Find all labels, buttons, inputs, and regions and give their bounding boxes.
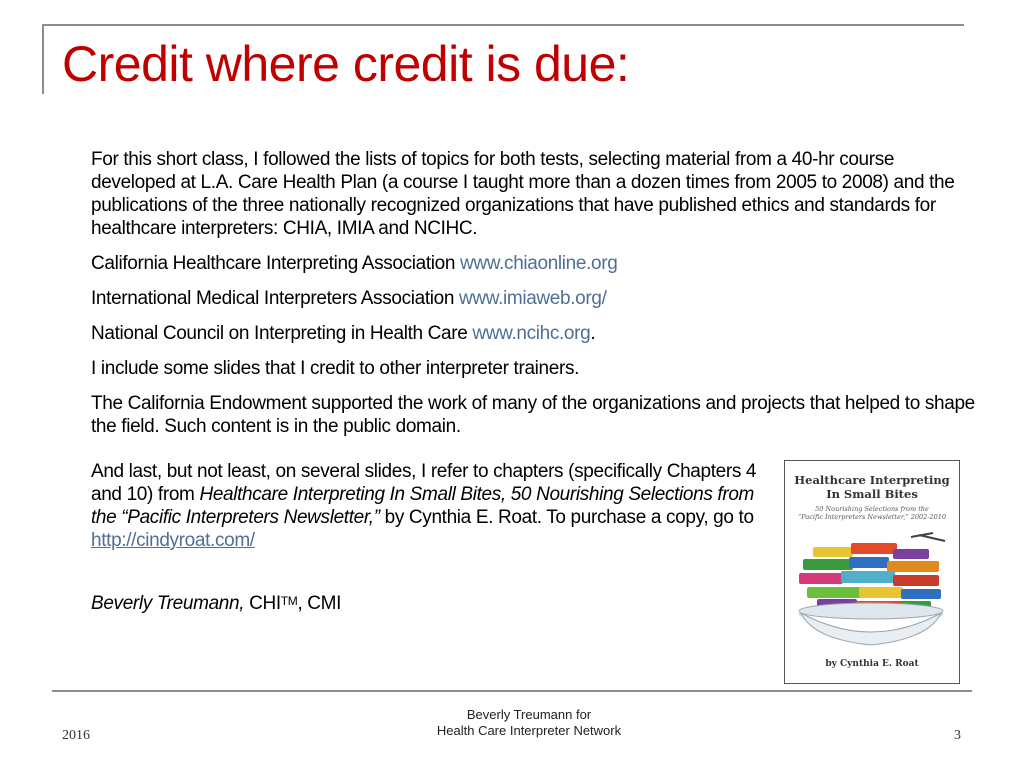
book-cover-image bbox=[784, 460, 960, 684]
cindyroat-link[interactable]: http://cindyroat.com/ bbox=[91, 530, 255, 551]
book-cover-title-line1: Healthcare Interpreting bbox=[794, 473, 950, 487]
book-cover-subtitle-line1: 50 Nourishing Selections from the bbox=[815, 505, 929, 513]
org-ncihc-after: . bbox=[590, 323, 596, 344]
org-imia bbox=[91, 287, 991, 310]
org-chia bbox=[91, 252, 991, 275]
book-cover-subtitle-line2: “Pacific Interpreters Newsletter,” 2002-2010 bbox=[797, 513, 946, 521]
book-cover-subtitle bbox=[785, 505, 959, 521]
book-cover-author: by Cynthia E. Roat bbox=[825, 659, 919, 669]
signature-cred2: , CMI bbox=[297, 593, 342, 614]
page-title: Credit where credit is due: bbox=[62, 36, 630, 92]
intro-paragraph: For this short class, I followed the lists of topics for both tests, selecting material from a 40-hr course developed at L.A. Care Health Plan (a course I taught more than a dozen times from 2005 to 2008) and the publications of the three nationally recognized organizations that have published ethics and standards for healthcare interpreters: CHIA, IMIA and NCIHC. bbox=[91, 149, 955, 239]
org-chia-name: California Healthcare Interpreting Association bbox=[91, 253, 456, 274]
signature-cred1: CHI bbox=[244, 593, 281, 614]
footer-credit-line2: Health Care Interpreter Network bbox=[436, 723, 622, 738]
book-paragraph bbox=[91, 460, 771, 552]
endowment-paragraph: The California Endowment supported the work of many of the organizations and projects that helped to shape the field. Such content is in the public domain. bbox=[91, 393, 975, 437]
signature-name: Beverly Treumann, bbox=[91, 593, 245, 614]
chia-link[interactable]: www.chiaonline.org bbox=[460, 253, 618, 274]
ncihc-link[interactable]: www.ncihc.org bbox=[472, 323, 591, 344]
credit-note: I include some slides that I credit to other interpreter trainers. bbox=[91, 358, 580, 379]
bottom-rule bbox=[52, 690, 972, 692]
book-lead: And last, but not least, on several slides, I refer to chapters (specifically Chapters 4 and 10) from bbox=[91, 461, 757, 505]
footer-year: 2016 bbox=[62, 728, 90, 743]
top-rule bbox=[42, 24, 964, 26]
page-number: 3 bbox=[954, 728, 961, 743]
book-tail: by Cynthia E. Roat. To purchase a copy, go to bbox=[379, 507, 754, 528]
imia-link[interactable]: www.imiaweb.org/ bbox=[459, 288, 607, 309]
footer-credit-line1: Beverly Treumann for bbox=[466, 707, 592, 722]
org-ncihc-name: National Council on Interpreting in Health Care bbox=[91, 323, 468, 344]
book-cover-title-line2: In Small Bites bbox=[826, 487, 918, 501]
book-title-text: Healthcare Interpreting In Small Bites, 50 Nourishing Selections from the “Pacific Interpreters Newsletter,” bbox=[91, 484, 755, 528]
left-rule bbox=[42, 24, 44, 94]
book-cover-title bbox=[785, 473, 959, 501]
org-imia-name: International Medical Interpreters Association bbox=[91, 288, 455, 309]
footer-credit bbox=[394, 707, 664, 739]
trademark-mark: TM bbox=[280, 594, 298, 608]
org-ncihc bbox=[91, 322, 991, 345]
bowl-of-words-illustration bbox=[793, 531, 951, 653]
